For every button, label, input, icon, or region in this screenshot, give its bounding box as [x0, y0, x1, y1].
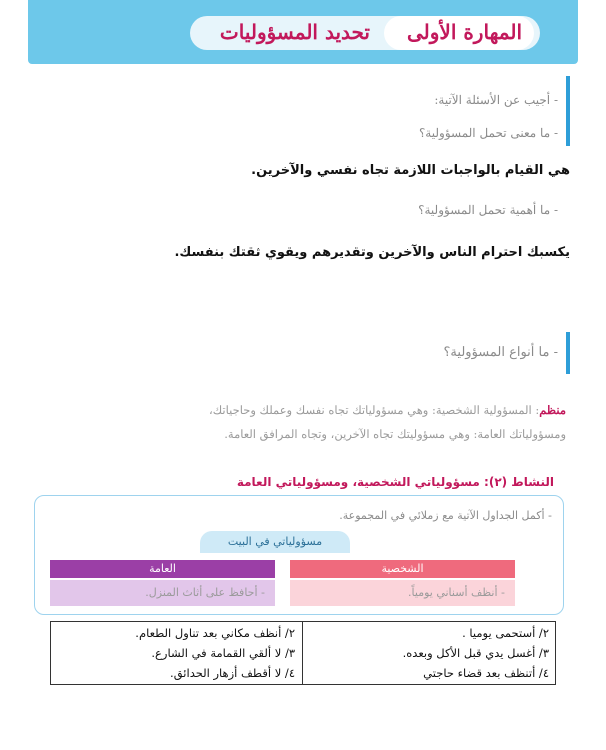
general-answers-column: [51, 623, 301, 683]
tab-home-responsibilities: مسؤولياتي في البيت: [200, 531, 350, 553]
section-bar-types: [566, 332, 570, 374]
table-row: ٢/ أنظف مكاني بعد تناول الطعام.: [135, 626, 295, 640]
section-bar-questions: [566, 76, 570, 146]
header-banner: [28, 0, 578, 64]
answer-1: هي القيام بالواجبات اللازمة تجاه نفسي والآخرين.: [251, 163, 570, 178]
table-row: ٣/ أغسل يدي قبل الأكل وبعده.: [402, 646, 549, 660]
question-1: - ما معنى تحمل المسؤولية؟: [418, 126, 558, 140]
activity-instruction: - أكمل الجداول الآتية مع زملائي في المجموعة.: [339, 509, 552, 522]
questions-intro: - أجيب عن الأسئلة الآتية:: [434, 93, 558, 107]
organizer-note: [36, 398, 566, 446]
page-title: تحديد المسؤوليات: [219, 20, 370, 44]
column-header-personal: الشخصية: [290, 560, 515, 578]
answer-2: يكسبك احترام الناس والآخرين وتقديرهم ويقوي ثقتك بنفسك.: [174, 245, 570, 260]
table-row: ٤/ لا أقطف أزهار الحدائق.: [170, 666, 295, 680]
personal-answers-column: [305, 623, 555, 683]
question-2: - ما أهمية تحمل المسؤولية؟: [418, 203, 558, 217]
table-row: ٣/ لا ألقي القمامة في الشارع.: [151, 646, 295, 660]
question-3: - ما أنواع المسؤولية؟: [443, 345, 558, 360]
table-row: ٢/ أستحمى يوميا .: [462, 626, 549, 640]
note-line-2: ومسؤولياتك العامة: وهي مسؤوليتك تجاه الآخرين، وتجاه المرافق العامة.: [224, 427, 566, 441]
answers-table: [50, 621, 556, 685]
cell-general-example: - أحافظ على أثاث المنزل.: [50, 580, 275, 606]
note-text-1: : المسؤولية الشخصية: وهي مسؤولياتك تجاه نفسك وعملك وحاجياتك،: [209, 403, 540, 417]
table-divider: [302, 622, 303, 684]
skill-label: المهارة الأولى: [406, 20, 522, 44]
note-line-1: [36, 398, 566, 422]
table-row: ٤/ أتنظف بعد قضاء حاجتي: [423, 666, 549, 680]
cell-personal-example: - أنظف أسناني يومياً.: [290, 580, 515, 606]
note-label: منظم: [539, 403, 566, 417]
column-header-general: العامة: [50, 560, 275, 578]
activity-title: النشاط (٢): مسؤولياتي الشخصية، ومسؤولياتي العامة: [236, 475, 554, 489]
